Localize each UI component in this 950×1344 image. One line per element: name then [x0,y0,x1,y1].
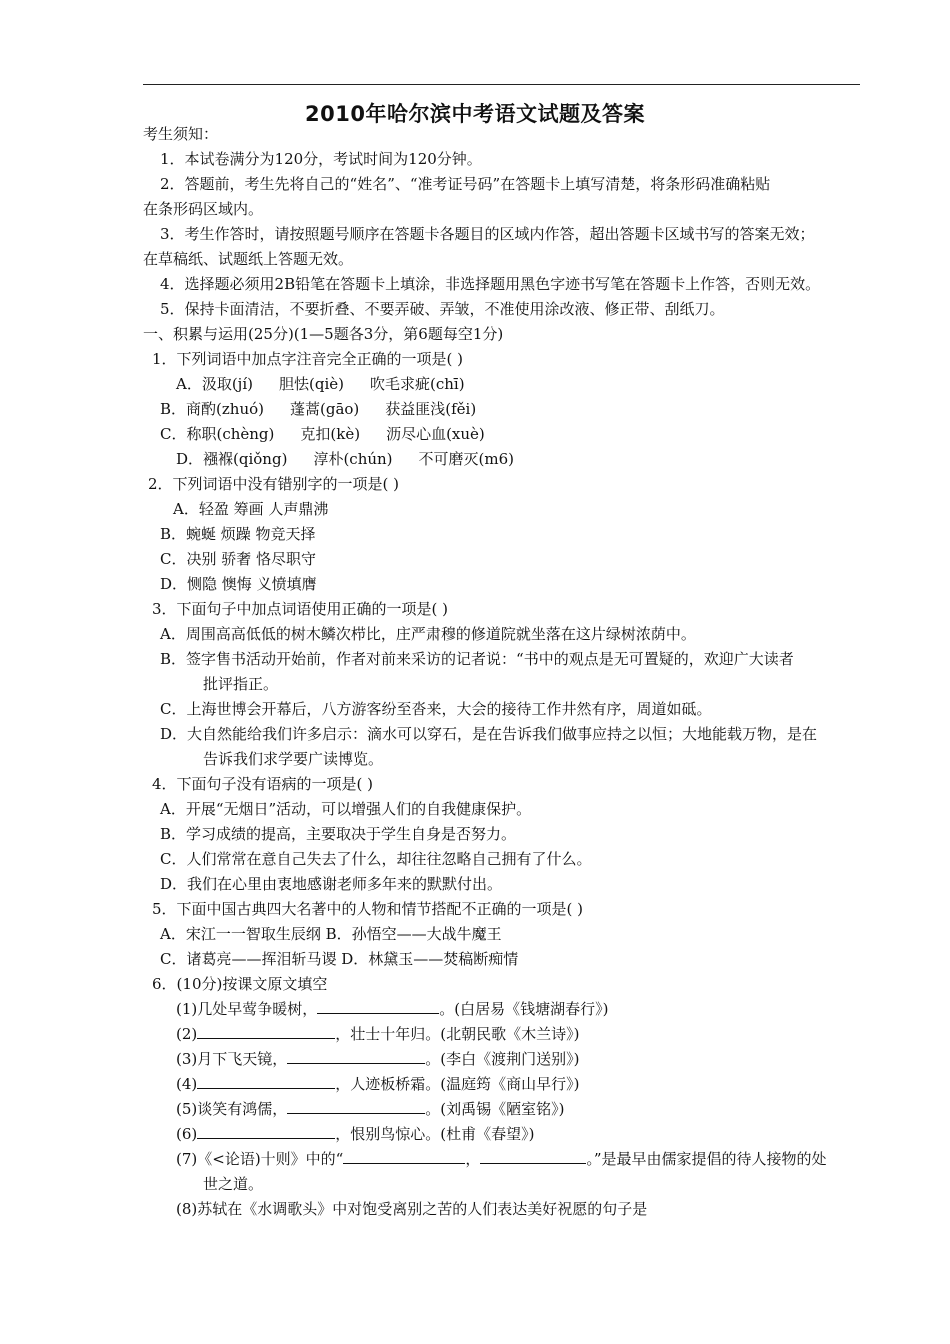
answer-blank[interactable] [343,1149,465,1164]
option-word: 克扣(kè) [300,425,361,443]
option-word: D．襁褓(qiǒng) [176,450,288,468]
q2-option-d: D．恻隐 懊悔 义愤填膺 [160,575,317,593]
q4-option-a: A．开展“无烟日”活动，可以增强人们的自我健康保护。 [160,800,532,818]
option-word: C．称职(chèng) [160,425,275,443]
q5-options-cd: C．诸葛亮——挥泪斩马谡 D．林黛玉——焚稿断痴情 [160,950,519,968]
q4-option-c: C．人们常常在意自己失去了什么，却往往忽略自己拥有了什么。 [160,850,592,868]
notice-item-3: 3．考生作答时，请按照题号顺序在答题卡各题目的区域内作答，超出答题卡区域书写的答案无效； [160,225,815,243]
q4-option-d: D．我们在心里由衷地感谢老师多年来的默默付出。 [160,875,503,893]
q6-item-text: ，壮士十年归。(北朝民歌《木兰诗》) [335,1025,580,1043]
q6-item-text: ，人迹板桥霜。(温庭筠《商山早行》) [335,1075,580,1093]
q6-item-6 [176,1124,534,1144]
q6-item-7-cont: 世之道。 [203,1175,264,1193]
section-heading: 一、积累与运用(25分)(1—5题各3分，第6题每空1分) [143,325,504,343]
notice-item-4: 4．选择题必须用2B铅笔在答题卡上填涂，非选择题用黑色字迹书写笔在答题卡上作答，否则无效。 [160,275,821,293]
answer-blank[interactable] [287,1099,425,1114]
q2-option-b: B．蜿蜒 烦躁 物竞天择 [160,525,316,543]
q6-item-3 [176,1049,579,1069]
q6-item-text: (4) [176,1075,198,1093]
option-word: 蓬蒿(gāo) [289,400,360,418]
answer-blank[interactable] [287,1049,425,1064]
q1-stem: 1．下列词语中加点字注音完全正确的一项是( ) [152,350,464,368]
notice-heading: 考生须知： [143,125,219,143]
q2-stem: 2．下列词语中没有错别字的一项是( ) [148,475,400,493]
option-word: 吹毛求疵(chī) [369,375,465,393]
answer-blank[interactable] [197,1074,335,1089]
option-word: 获益匪浅(fěi) [385,400,477,418]
page-title: 2010年哈尔滨中考语文试题及答案 [305,102,645,126]
option-word: 淳朴(chún) [313,450,393,468]
q6-item-7 [176,1149,827,1169]
option-word: 不可磨灭(m6) [418,450,515,468]
q6-item-8: (8)苏轼在《水调歌头》中对饱受离别之苦的人们表达美好祝愿的句子是 [176,1200,648,1218]
q6-item-text: (2) [176,1025,198,1043]
q6-item-text: ， [465,1150,481,1168]
q3-stem: 3．下面句子中加点词语使用正确的一项是( ) [152,600,449,618]
notice-item-2-cont: 在条形码区域内。 [143,200,264,218]
q2-option-c: C．决别 骄奢 恪尽职守 [160,550,317,568]
q3-option-b-cont: 批评指正。 [203,675,279,693]
notice-item-3-cont: 在草稿纸、试题纸上答题无效。 [143,250,354,268]
q2-option-a: A．轻盈 筹画 人声鼎沸 [173,500,329,518]
answer-blank[interactable] [480,1149,586,1164]
q6-item-text: (6) [176,1125,198,1143]
q3-option-d-cont: 告诉我们求学要广读博览。 [203,750,384,768]
q3-option-d: D．大自然能给我们许多启示：滴水可以穿石，是在告诉我们做事应持之以恒；大地能载万物，是在 [160,725,818,743]
q3-option-a: A．周围高高低低的树木鳞次栉比，庄严肃穆的修道院就坐落在这片绿树浓荫中。 [160,625,696,643]
q6-item-text: 。(李白《渡荆门送别》) [425,1050,580,1068]
q6-item-text: (5)谈笑有鸿儒， [176,1100,288,1118]
answer-blank[interactable] [317,999,439,1014]
q5-stem: 5．下面中国古典四大名著中的人物和情节搭配不正确的一项是( ) [152,900,584,918]
option-word: B．商酌(zhuó) [160,400,264,418]
option-word: 胆怯(qiè) [279,375,344,393]
notice-item-2: 2．答题前，考生先将自己的“姓名”、“准考证号码”在答题卡上填写清楚，将条形码准确粘贴 [160,175,771,193]
notice-item-1: 1．本试卷满分为120分，考试时间为120分钟。 [160,150,482,168]
q6-item-1 [176,999,608,1019]
q6-item-text: (7)《<论语)十则》中的“ [176,1150,344,1168]
q4-stem: 4．下面句子没有语病的一项是( ) [152,775,374,793]
q4-option-b: B．学习成绩的提高，主要取决于学生自身是否努力。 [160,825,517,843]
q6-item-text: 。(白居易《钱塘湖春行》) [439,1000,609,1018]
option-word: A．汲取(jí) [176,375,253,393]
q6-item-text: 。(刘禹锡《陋室铭》) [425,1100,565,1118]
q6-item-text: 。”是最早由儒家提倡的待人接物的处 [586,1150,827,1168]
q1-option-b [160,399,476,419]
q1-option-d [176,449,514,469]
q6-item-5 [176,1099,564,1119]
q6-item-2 [176,1024,579,1044]
q6-stem: 6．(10分)按课文原文填空 [152,975,328,993]
answer-blank[interactable] [197,1124,335,1139]
q3-option-b: B．签字售书活动开始前，作者对前来采访的记者说：“书中的观点是无可置疑的，欢迎广大读者 [160,650,794,668]
answer-blank[interactable] [197,1024,335,1039]
q3-option-c: C．上海世博会开幕后，八方游客纷至沓来，大会的接待工作井然有序，周道如砥。 [160,700,712,718]
notice-item-5: 5．保持卡面清洁，不要折叠、不要弄破、弄皱，不准使用涂改液、修正带、刮纸刀。 [160,300,725,318]
q6-item-text: (1)几处早莺争暖树， [176,1000,318,1018]
q6-item-text: (3)月下飞天镜， [176,1050,288,1068]
q1-option-c [160,424,485,444]
q5-options-ab: A．宋江一一智取生辰纲 B．孙悟空——大战牛魔王 [160,925,502,943]
option-word: 沥尽心血(xuè) [386,425,485,443]
q6-item-text: ，恨别鸟惊心。(杜甫《春望》) [335,1125,535,1143]
q1-option-a [176,374,465,394]
q6-item-4 [176,1074,579,1094]
header-rule [143,84,860,85]
